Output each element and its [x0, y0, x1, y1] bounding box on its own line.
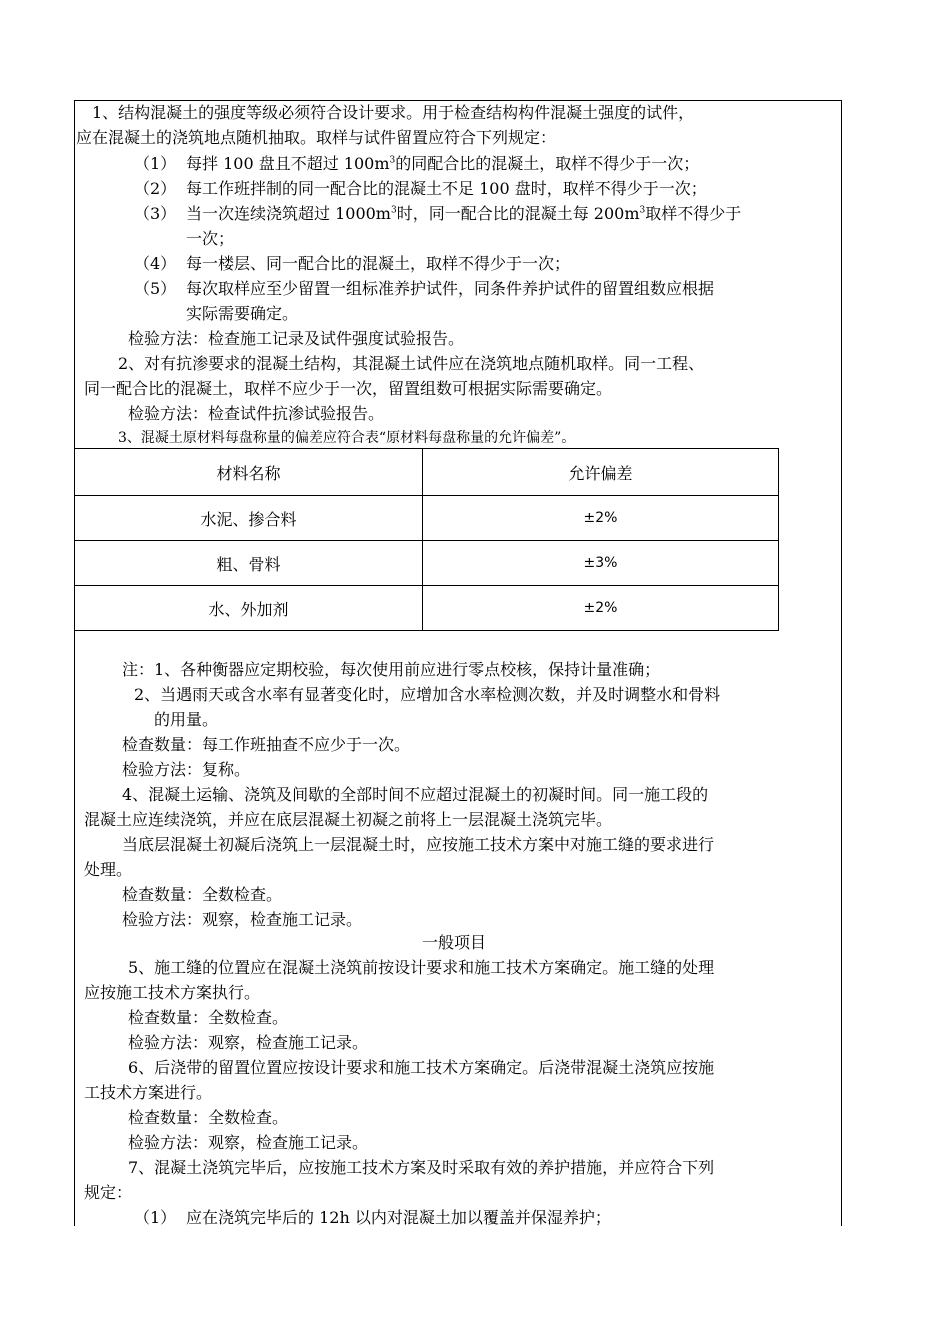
table-row [75, 496, 779, 541]
table-header-material: 材料名称 [75, 449, 423, 496]
item-1-num: （1） [134, 154, 177, 173]
table-header-tolerance: 允许偏差 [423, 449, 779, 496]
item-5-continuation: 实际需要确定。 [186, 304, 299, 323]
table-cell-material: 水泥、掺合料 [75, 496, 423, 541]
item-3-continuation: 一次； [186, 229, 235, 248]
clause-6-line-1: 6、后浇带的留置位置应按设计要求和施工技术方案确定。后浇带混凝土浇筑应按施 [128, 1058, 715, 1077]
clause-2-inspection-method: 检验方法：检查试件抗渗试验报告。 [128, 404, 385, 423]
table-header-row [75, 449, 779, 496]
note-1: 注：1、各种衡器应定期校验，每次使用前应进行零点校核，保持计量准确； [122, 660, 661, 679]
clause-4-line-1: 4、混凝土运输、浇筑及间歇的全部时间不应超过混凝土的初凝时间。同一施工段的 [122, 785, 709, 804]
table-cell-material: 水、外加剂 [75, 586, 423, 631]
clause-2-line-2: 同一配合比的混凝土，取样不应少于一次，留置组数可根据实际需要确定。 [84, 379, 613, 398]
clause-7-line-2: 规定： [84, 1183, 133, 1202]
clause-4-inspection-quantity: 检查数量：全数检查。 [122, 885, 283, 904]
clause-3-inspection-quantity: 检查数量：每工作班抽查不应少于一次。 [122, 735, 411, 754]
general-items-heading: 一般项目 [422, 933, 487, 952]
clause-1-inspection-method: 检验方法：检查施工记录及试件强度试验报告。 [128, 329, 465, 348]
item-3-text: 当一次连续浇筑超过 $1000m^3$时，同一配合比的混凝土每 $200m^3$取样不得少于 [186, 204, 742, 223]
clause-7-line-1: 7、混凝土浇筑完毕后，应按施工技术方案及时采取有效的养护措施，并应符合下列 [128, 1158, 715, 1177]
clause-6-inspection-method: 检验方法：观察，检查施工记录。 [128, 1133, 369, 1152]
table-row [75, 541, 779, 586]
clause-4-line-3: 当底层混凝土初凝后浇筑上一层混凝土时，应按施工技术方案中对施工缝的要求进行 [122, 835, 715, 854]
item-2-text: 每工作班拌制的同一配合比的混凝土不足 100 盘时，取样不得少于一次； [186, 179, 707, 198]
item-4-num: （4） [134, 254, 177, 273]
clause-5-line-2: 应按施工技术方案执行。 [84, 983, 261, 1002]
note-2-line-2: 的用量。 [154, 710, 219, 729]
clause-5-inspection-quantity: 检查数量：全数检查。 [128, 1008, 289, 1027]
clause-5-inspection-method: 检验方法：观察，检查施工记录。 [128, 1033, 369, 1052]
item-1-text: 每拌 100 盘且不超过 $100m^3$的同配合比的混凝土，取样不得少于一次； [186, 154, 700, 173]
clause-2-line-1: 2、对有抗渗要求的混凝土结构，其混凝土试件应在浇筑地点随机取样。同一工程、 [118, 354, 705, 373]
clause-5-line-1: 5、施工缝的位置应在混凝土浇筑前按设计要求和施工技术方案确定。施工缝的处理 [128, 958, 715, 977]
table-cell-tolerance: ±2% [423, 586, 779, 631]
tolerance-table [74, 448, 779, 631]
item-3-num: （3） [134, 204, 177, 223]
item-2-num: （2） [134, 179, 177, 198]
clause-3-text: 3、混凝土原材料每盘称量的偏差应符合表“原材料每盘称量的允许偏差”。 [118, 430, 576, 446]
note-2-line-1: 2、当遇雨天或含水率有显著变化时，应增加含水率检测次数，并及时调整水和骨料 [134, 685, 721, 704]
table-cell-material: 粗、骨料 [75, 541, 423, 586]
clause-6-inspection-quantity: 检查数量：全数检查。 [128, 1108, 289, 1127]
clause-6-line-2: 工技术方案进行。 [84, 1083, 213, 1102]
item-5-text: 每次取样应至少留置一组标准养护试件，同条件养护试件的留置组数应根据 [186, 279, 715, 298]
table-cell-tolerance: ±2% [423, 496, 779, 541]
clause-1-line-2: 应在混凝土的浇筑地点随机抽取。取样与试件留置应符合下列规定： [76, 128, 557, 147]
table-row [75, 586, 779, 631]
clause-4-line-2: 混凝土应连续浇筑，并应在底层混凝土初凝之前将上一层混凝土浇筑完毕。 [84, 810, 613, 829]
item-5-num: （5） [134, 279, 177, 298]
clause-3-inspection-method: 检验方法：复称。 [122, 760, 251, 779]
clause-4-line-4: 处理。 [84, 860, 133, 879]
clause-1-line-1: 1、结构混凝土的强度等级必须符合设计要求。用于检查结构构件混凝土强度的试件， [92, 103, 695, 122]
clause-7-item-1-num: （1） [134, 1208, 177, 1227]
item-4-text: 每一楼层、同一配合比的混凝土，取样不得少于一次； [186, 254, 571, 273]
clause-4-inspection-method: 检验方法：观察，检查施工记录。 [122, 910, 363, 929]
clause-7-item-1-text: 应在浇筑完毕后的 12h 以内对混凝土加以覆盖并保湿养护； [186, 1208, 611, 1227]
table-cell-tolerance: ±3% [423, 541, 779, 586]
